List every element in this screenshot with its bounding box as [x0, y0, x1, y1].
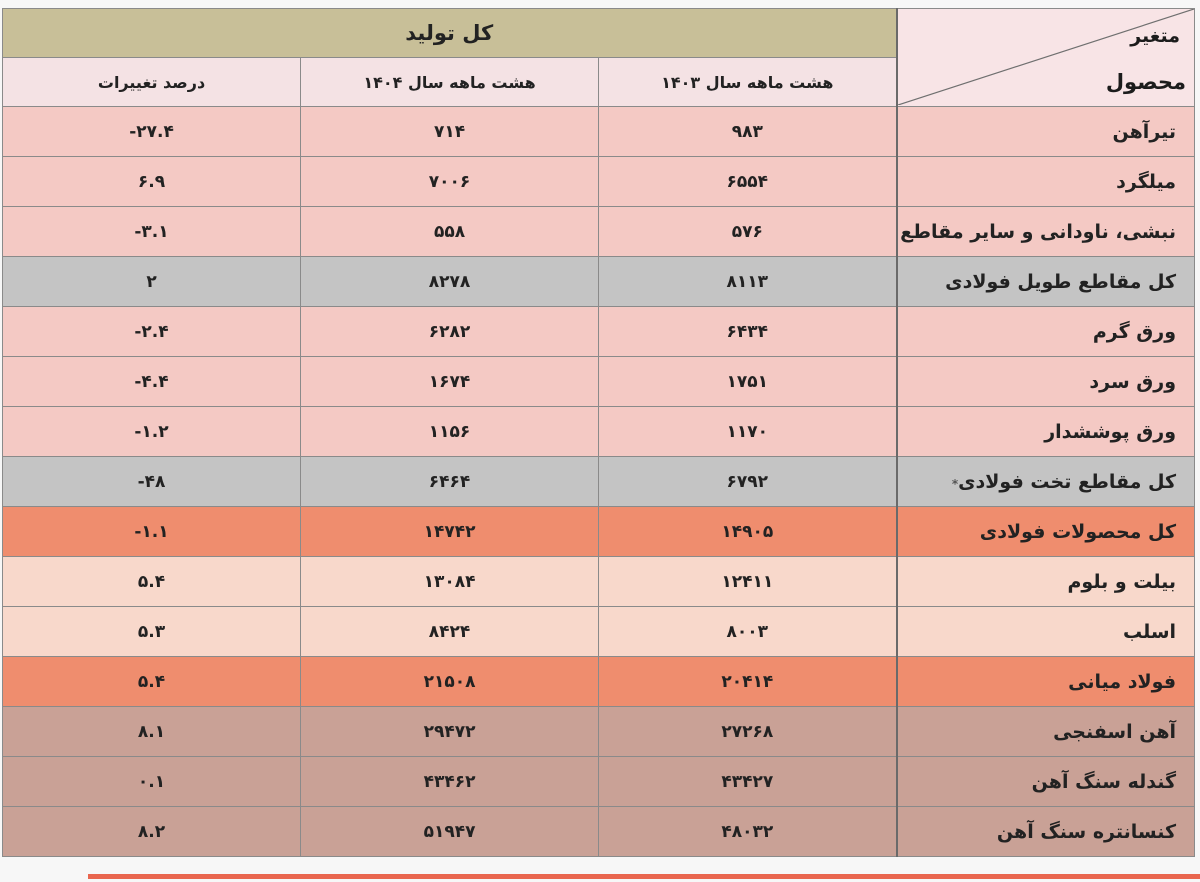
value-1404-cell: ۵۵۸	[301, 207, 599, 257]
table-row	[3, 357, 1195, 407]
product-label: محصول	[1105, 70, 1187, 94]
product-name-cell	[897, 257, 1195, 307]
table-row	[3, 657, 1195, 707]
table-row	[3, 157, 1195, 207]
product-name-cell	[897, 707, 1195, 757]
change-percent-cell: ۵.۴	[3, 557, 301, 607]
product-name: ورق پوششدار	[1044, 420, 1177, 443]
value-1403-cell: ۴۳۴۲۷	[599, 757, 897, 807]
value-1403-cell: ۱۴۹۰۵	[599, 507, 897, 557]
change-percent-cell: -۴.۴	[3, 357, 301, 407]
product-name-cell	[897, 457, 1195, 507]
variable-label: متغیر	[1130, 25, 1181, 47]
product-name: فولاد میانی	[1068, 670, 1177, 693]
value-1404-cell: ۷۰۰۶	[301, 157, 599, 207]
product-name-cell	[897, 307, 1195, 357]
change-percent-cell: -۲۷.۴	[3, 107, 301, 157]
product-name-cell	[897, 107, 1195, 157]
value-1404-cell: ۲۱۵۰۸	[301, 657, 599, 707]
value-1404-cell: ۶۴۶۴	[301, 457, 599, 507]
product-name-cell	[897, 507, 1195, 557]
value-1403-cell: ۴۸۰۳۲	[599, 807, 897, 857]
change-percent-cell: -۱.۲	[3, 407, 301, 457]
product-name-cell	[897, 757, 1195, 807]
table-row	[3, 807, 1195, 857]
change-percent-cell: ۲	[3, 257, 301, 307]
value-1403-cell: ۶۷۹۲	[599, 457, 897, 507]
table-row	[3, 757, 1195, 807]
product-name: اسلب	[1122, 620, 1177, 643]
table-row	[3, 307, 1195, 357]
bottom-accent-line	[88, 874, 1200, 879]
value-1404-cell: ۱۳۰۸۴	[301, 557, 599, 607]
value-1404-cell: ۷۱۴	[301, 107, 599, 157]
header-row-top	[3, 9, 1195, 58]
value-1404-cell: ۱۱۵۶	[301, 407, 599, 457]
table-row	[3, 557, 1195, 607]
value-1403-cell: ۱۲۴۱۱	[599, 557, 897, 607]
change-percent-cell: -۲.۴	[3, 307, 301, 357]
product-name: آهن اسفنجی	[1053, 720, 1177, 743]
table-row	[3, 257, 1195, 307]
change-percent-cell: ۵.۳	[3, 607, 301, 657]
value-1404-cell: ۱۴۷۴۲	[301, 507, 599, 557]
production-table-container	[2, 8, 1194, 857]
value-1403-cell: ۸۰۰۳	[599, 607, 897, 657]
product-name-cell	[897, 607, 1195, 657]
total-production-header: کل تولید	[3, 9, 897, 58]
table-row	[3, 607, 1195, 657]
value-1403-cell: ۲۰۴۱۴	[599, 657, 897, 707]
product-name-cell	[897, 407, 1195, 457]
change-percent-cell: ۸.۲	[3, 807, 301, 857]
value-1404-cell: ۸۴۲۴	[301, 607, 599, 657]
change-percent-cell: ۸.۱	[3, 707, 301, 757]
product-name-cell	[897, 207, 1195, 257]
change-percent-cell: ۶.۹	[3, 157, 301, 207]
product-name-cell	[897, 357, 1195, 407]
value-1403-cell: ۶۴۳۴	[599, 307, 897, 357]
product-name: بیلت و بلوم	[1067, 570, 1177, 593]
product-name-cell	[897, 807, 1195, 857]
product-name: ورق سرد	[1089, 370, 1177, 393]
change-percent-cell: -۴۸	[3, 457, 301, 507]
change-percent-cell: ۵.۴	[3, 657, 301, 707]
table-row	[3, 707, 1195, 757]
change-percent-cell: -۳.۱	[3, 207, 301, 257]
product-name-cell	[897, 557, 1195, 607]
value-1403-cell: ۸۱۱۳	[599, 257, 897, 307]
table-row	[3, 207, 1195, 257]
value-1404-cell: ۲۹۴۷۲	[301, 707, 599, 757]
production-table	[2, 8, 1195, 857]
table-row	[3, 507, 1195, 557]
column-header-1403: هشت ماهه سال ۱۴۰۳	[599, 58, 897, 107]
value-1403-cell: ۱۷۵۱	[599, 357, 897, 407]
value-1403-cell: ۵۷۶	[599, 207, 897, 257]
product-name: کل مقاطع تخت فولادی	[958, 470, 1177, 493]
change-percent-cell: -۱.۱	[3, 507, 301, 557]
product-name: تیرآهن	[1112, 120, 1177, 143]
value-1403-cell: ۱۱۷۰	[599, 407, 897, 457]
product-name: میلگرد	[1116, 170, 1177, 193]
product-name: کنسانتره سنگ آهن	[996, 820, 1177, 843]
product-name-cell	[897, 157, 1195, 207]
table-row	[3, 107, 1195, 157]
value-1404-cell: ۴۳۴۶۲	[301, 757, 599, 807]
product-name: کل محصولات فولادی	[979, 520, 1177, 543]
product-name: نبشی، ناودانی و سایر مقاطع	[900, 220, 1177, 243]
table-row	[3, 407, 1195, 457]
value-1404-cell: ۵۱۹۴۷	[301, 807, 599, 857]
value-1404-cell: ۸۲۷۸	[301, 257, 599, 307]
change-percent-cell: ۰.۱	[3, 757, 301, 807]
value-1403-cell: ۹۸۳	[599, 107, 897, 157]
corner-header-cell	[897, 9, 1195, 107]
table-row	[3, 457, 1195, 507]
column-header-change: درصد تغییرات	[3, 58, 301, 107]
value-1404-cell: ۶۲۸۲	[301, 307, 599, 357]
product-name: گندله سنگ آهن	[1031, 770, 1177, 793]
value-1403-cell: ۲۷۲۶۸	[599, 707, 897, 757]
product-name: کل مقاطع طویل فولادی	[945, 270, 1177, 293]
product-name-cell	[897, 657, 1195, 707]
product-name: ورق گرم	[1092, 320, 1177, 343]
column-header-1404: هشت ماهه سال ۱۴۰۴	[301, 58, 599, 107]
value-1403-cell: ۶۵۵۴	[599, 157, 897, 207]
value-1404-cell: ۱۶۷۴	[301, 357, 599, 407]
footnote-marker: *	[951, 476, 959, 491]
